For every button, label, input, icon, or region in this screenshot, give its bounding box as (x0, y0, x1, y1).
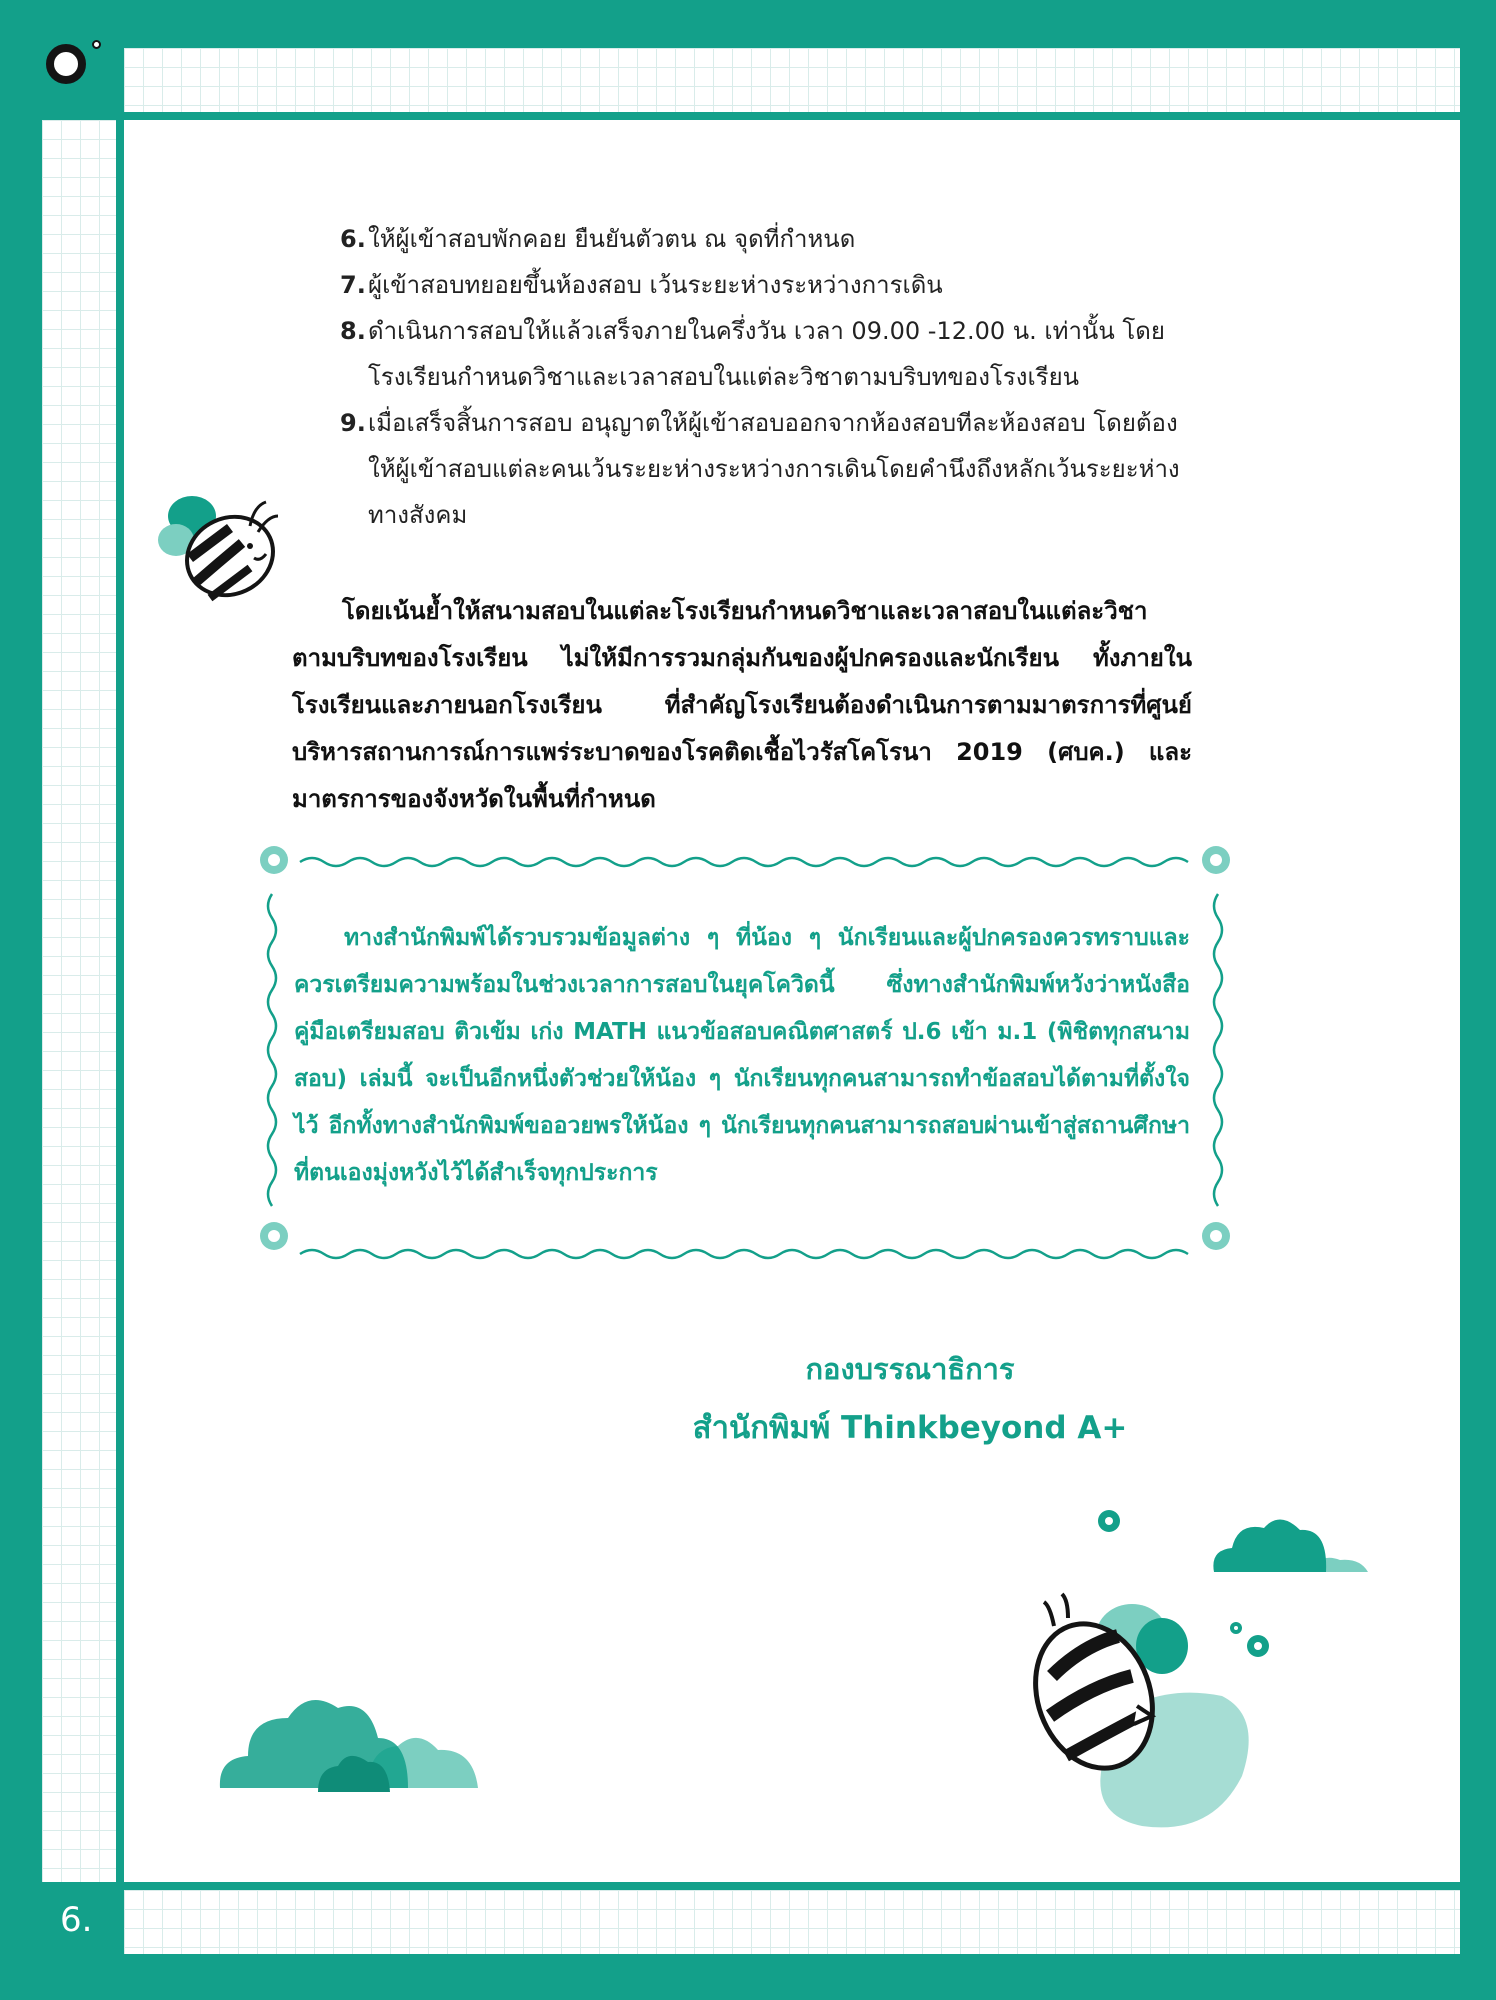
exam-procedure-list (340, 216, 1190, 538)
list-item: 9. เมื่อเสร็จสิ้นการสอบ อนุญาตให้ผู้เข้าสอบออกจากห้องสอบทีละห้องสอบ โดยต้องให้ผู้เข้าสอบแต่ละคนเว้นระยะห่างระหว่างการเดินโดยคำนึงถึงหลักเว้นระยะห่างทางสังคม (340, 409, 1180, 529)
editorial-board: กองบรรณาธิการ (805, 1352, 1015, 1386)
notice-paragraph: โดยเน้นย้ำให้สนามสอบในแต่ละโรงเรียนกำหนดวิชาและเวลาสอบในแต่ละวิชาตามบริบทของโรงเรียน ไม่ให้มีการรวมกลุ่มกันของผู้ปกครองและนักเรียน ทั้งภายในโรงเรียนและภายนอกโรงเรียน ที่สำคัญโรงเรียนต้องดำเนินการตามมาตรการที่ศูนย์บริหารสถานการณ์การแพร่ระบาดของโรคติดเชื้อไวรัสโคโรนา 2019 (ศบค.) และมาตรการของจังหวัดในพื้นที่กำหนด (292, 597, 1192, 813)
publisher-note: ทางสำนักพิมพ์ได้รวบรวมข้อมูลต่าง ๆ ที่น้อง ๆ นักเรียนและผู้ปกครองควรทราบและควรเตรียมความพร้อมในช่วงเวลาการสอบในยุคโควิดนี้ ซึ่งทางสำนักพิมพ์หวังว่าหนังสือคู่มือเตรียมสอบ ติวเข้ม เก่ง MATH แนวข้อสอบคณิตศาสตร์ ป.6 เข้า ม.1 (พิชิตทุกสนามสอบ) เล่มนี้ จะเป็นอีกหนึ่งตัวช่วยให้น้อง ๆ นักเรียนทุกคนสามารถทำข้อสอบได้ตามที่ตั้งใจไว้ อีกทั้งทางสำนักพิมพ์ขออวยพรให้น้อง ๆ นักเรียนทุกคนสามารถสอบผ่านเข้าสู่สถานศึกษาที่ตนเองมุ่งหวังไว้ได้สำเร็จทุกประการ (294, 925, 1190, 1186)
ring-dot-icon (92, 40, 101, 49)
cloud-illustration (1210, 1502, 1370, 1582)
publisher-name: สำนักพิมพ์ Thinkbeyond A+ (692, 1410, 1128, 1446)
bush-illustration (218, 1668, 498, 1808)
bottom-grid-band (124, 1890, 1460, 1954)
flower-icon (1096, 1508, 1122, 1534)
left-grid-band (42, 120, 116, 1882)
list-item: 6. ให้ผู้เข้าสอบพักคอย ยืนยันตัวตน ณ จุดที่กำหนด (340, 225, 856, 253)
list-item: 7. ผู้เข้าสอบทยอยขึ้นห้องสอบ เว้นระยะห่างระหว่างการเดิน (340, 271, 943, 299)
bee-illustration-top (150, 488, 290, 618)
page-number: 6. (60, 1900, 93, 1940)
top-grid-band (124, 48, 1460, 112)
bee-illustration-bottom (1022, 1576, 1262, 1846)
notebook-ring-icon (46, 44, 86, 84)
list-item: 8. ดำเนินการสอบให้แล้วเสร็จภายในครึ่งวัน เวลา 09.00 -12.00 น. เท่านั้น โดยโรงเรียนกำหนดวิชาและเวลาสอบในแต่ละวิชาตามบริบทของโรงเรียน (340, 317, 1165, 391)
